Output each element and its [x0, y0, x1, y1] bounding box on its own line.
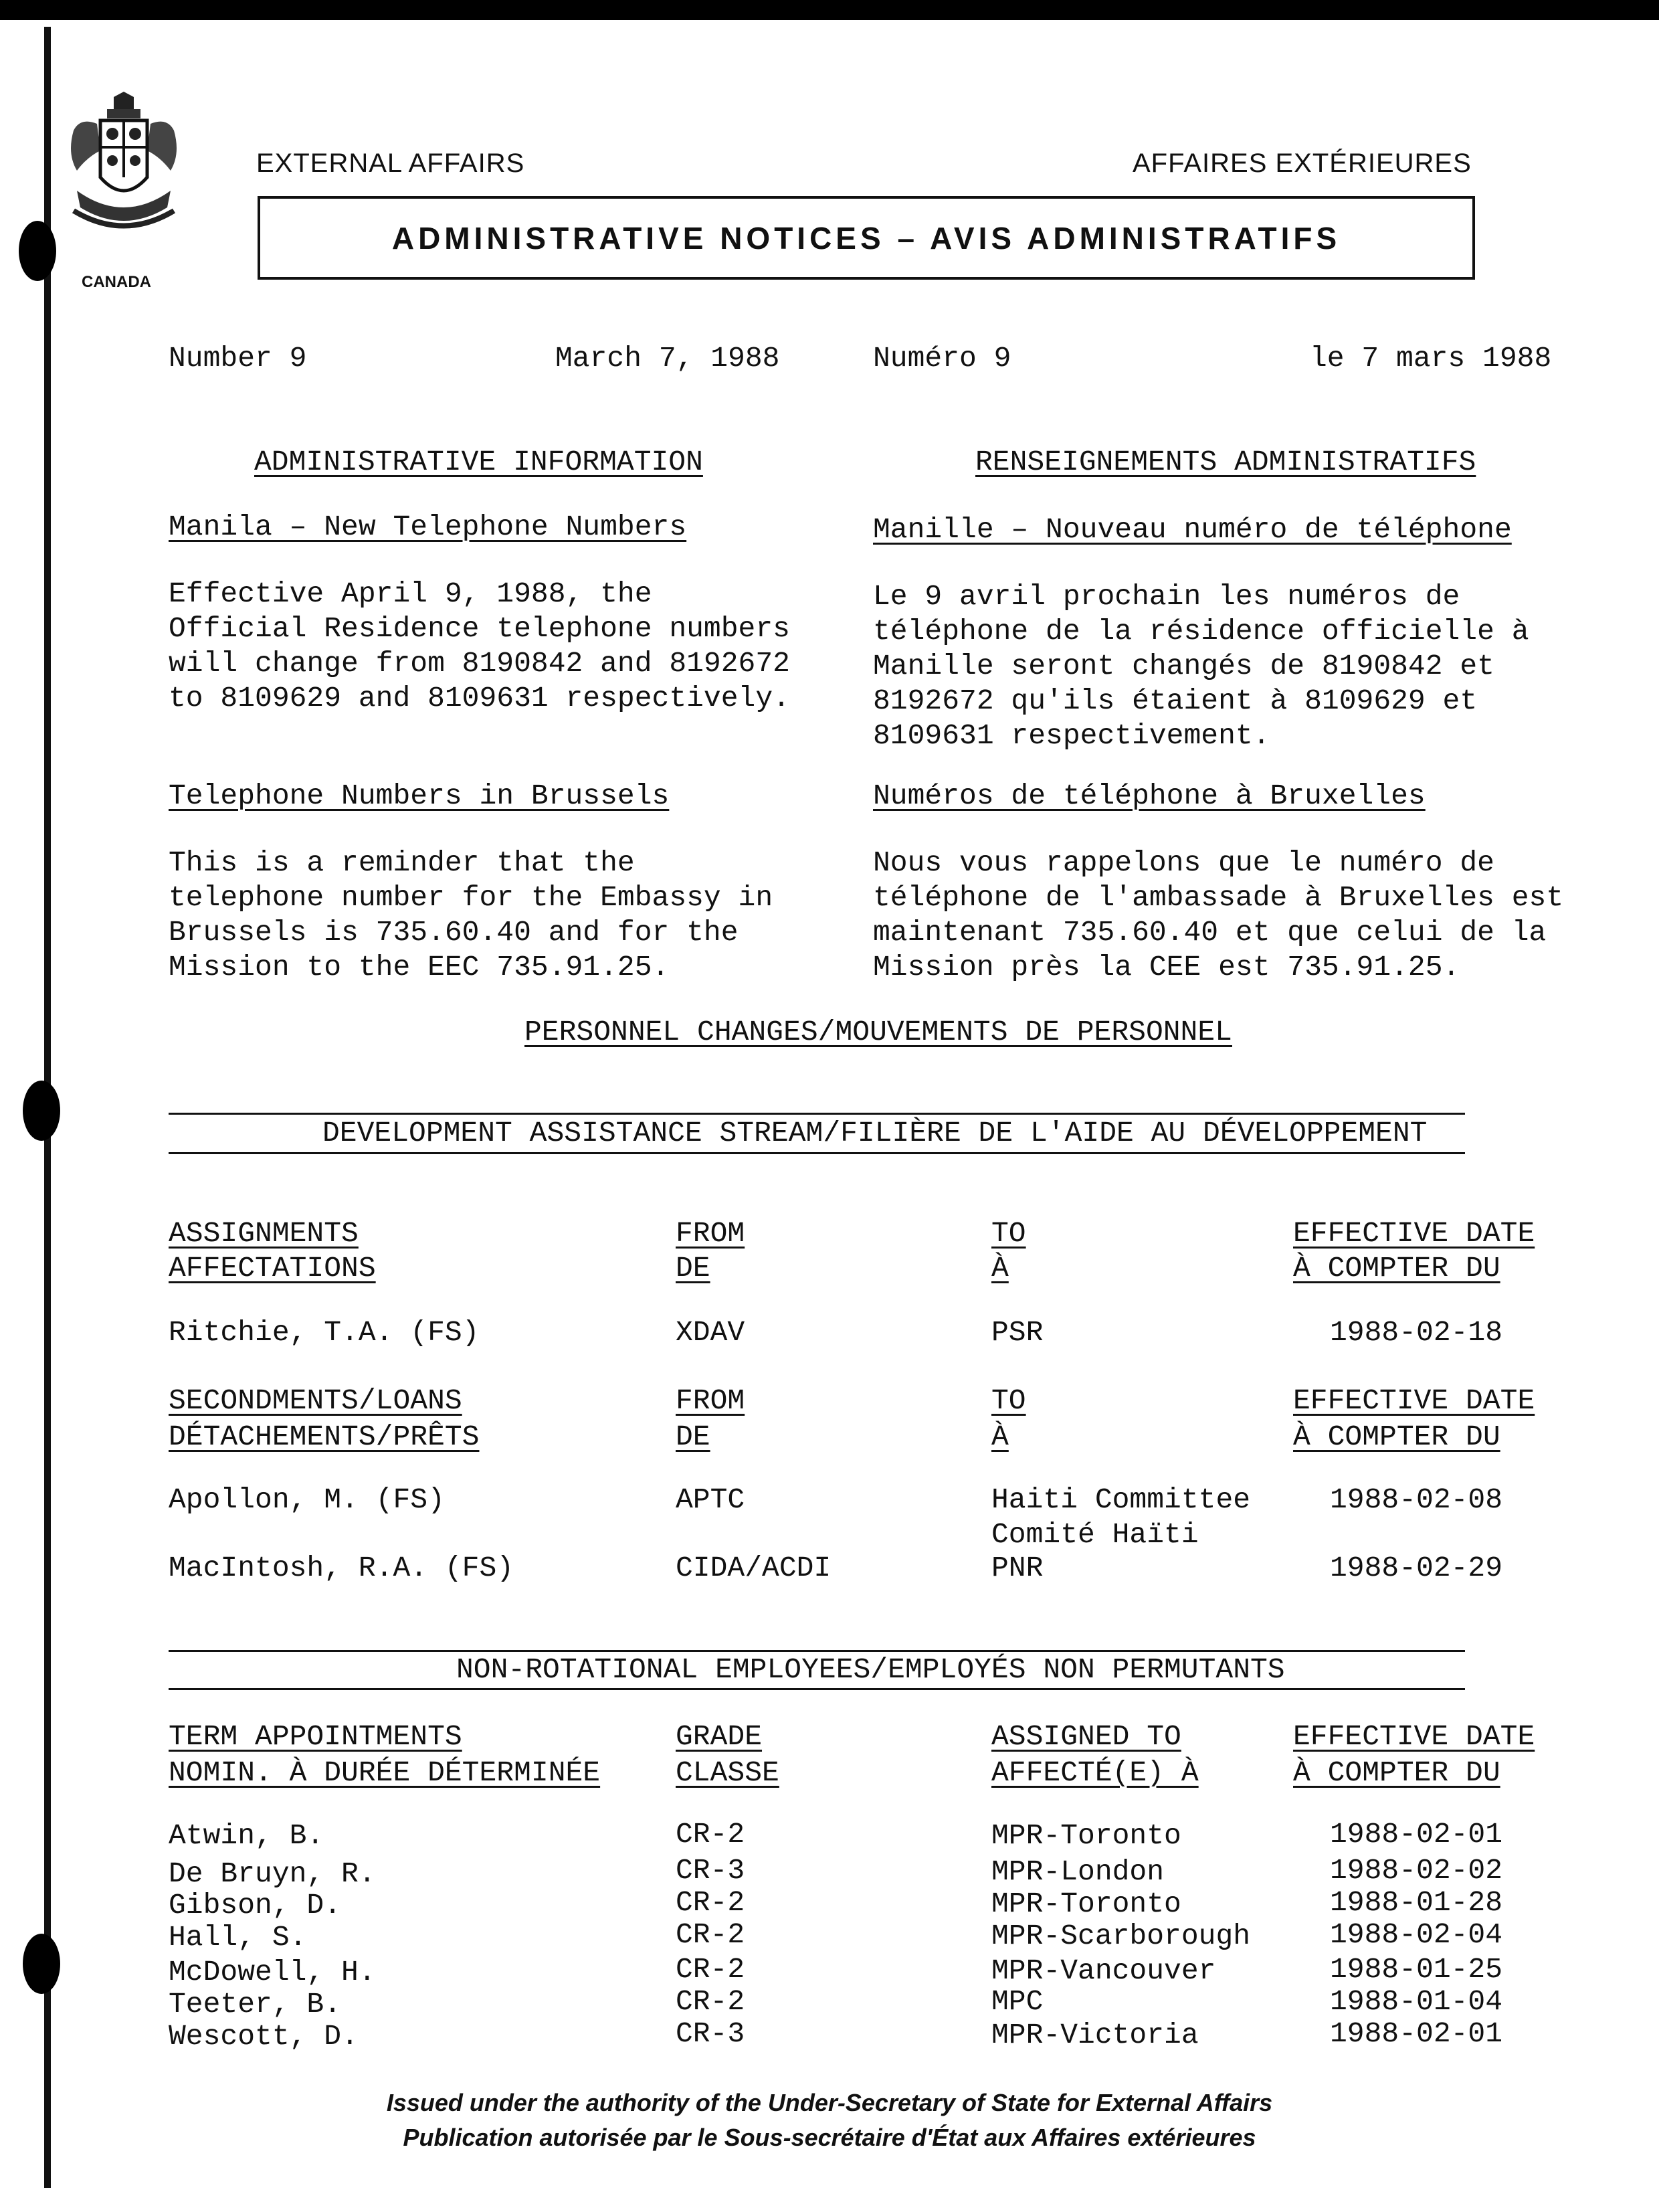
table-row-date: 1988-01-28: [1330, 1886, 1503, 1919]
table-row-name: Gibson, D.: [169, 1889, 342, 1922]
table-row-name: Ritchie, T.A. (FS): [169, 1316, 480, 1349]
secondments-col-to-en: TO: [991, 1384, 1026, 1417]
punch-hole: [23, 1934, 60, 1994]
assignments-col-date-en: EFFECTIVE DATE: [1293, 1217, 1535, 1250]
assignments-col-name-en: ASSIGNMENTS: [169, 1217, 359, 1250]
table-row-assigned: MPR-Toronto: [991, 1887, 1181, 1920]
table-row-date: 1988-01-25: [1330, 1953, 1503, 1986]
divider: [169, 1113, 1465, 1115]
table-row-date: 1988-02-18: [1330, 1316, 1503, 1349]
assignments-col-to-en: TO: [991, 1217, 1026, 1250]
table-row-name: MacIntosh, R.A. (FS): [169, 1552, 514, 1584]
table-row-name: Apollon, M. (FS): [169, 1483, 445, 1516]
brussels-title-en: Telephone Numbers in Brussels: [169, 779, 670, 812]
footer-authority-en: Issued under the authority of the Under-Secretary of State for External Affairs: [386, 2089, 1273, 2116]
table-row-assigned: MPR-Toronto: [991, 1819, 1181, 1852]
secondments-col-name-fr: DÉTACHEMENTS/PRÊTS: [169, 1420, 480, 1453]
secondments-col-name-en: SECONDMENTS/LOANS: [169, 1384, 462, 1417]
table-row-grade: CR-2: [676, 1953, 745, 1986]
table-row-date: 1988-02-01: [1330, 2017, 1503, 2050]
assignments-col-from-en: FROM: [676, 1217, 745, 1250]
manila-body-fr: Le 9 avril prochain les numéros de téléphone de la résidence officielle à Manille seront changés de 8190842 et 8192672 qu'ils étaient à 8109629 et 8109631 respectivement.: [873, 580, 1529, 752]
table-row-date: 1988-02-04: [1330, 1918, 1503, 1951]
term-col-assigned-en: ASSIGNED TO: [991, 1720, 1181, 1753]
table-row-to: Haiti Committee: [991, 1483, 1251, 1516]
secondments-col-from-fr: DE: [676, 1420, 710, 1453]
issue-number-en: Number 9: [169, 342, 307, 375]
assignments-col-name-fr: AFFECTATIONS: [169, 1252, 376, 1285]
issue-number-fr: Numéro 9: [873, 342, 1011, 375]
table-row-date: 1988-02-29: [1330, 1552, 1503, 1584]
table-row-grade: CR-3: [676, 2017, 745, 2050]
table-row-date: 1988-01-04: [1330, 1985, 1503, 2018]
table-row-from: APTC: [676, 1483, 745, 1516]
table-row-assigned: MPR-Victoria: [991, 2019, 1199, 2051]
term-col-assigned-fr: AFFECTÉ(E) À: [991, 1756, 1199, 1789]
punch-hole: [19, 221, 56, 281]
term-col-grade-fr: CLASSE: [676, 1756, 779, 1789]
table-row-grade: CR-2: [676, 1985, 745, 2018]
term-col-date-fr: À COMPTER DU: [1293, 1756, 1500, 1789]
divider: [169, 1650, 1465, 1652]
table-row-to: PNR: [991, 1552, 1044, 1584]
manila-title-fr: Manille – Nouveau numéro de téléphone: [873, 513, 1512, 546]
section-heading-en: ADMINISTRATIVE INFORMATION: [254, 446, 703, 478]
table-row-name: Wescott, D.: [169, 2020, 359, 2053]
personnel-heading: PERSONNEL CHANGES/MOUVEMENTS DE PERSONNEL: [524, 1016, 1232, 1048]
scan-top-edge: [0, 0, 1659, 20]
table-row-grade: CR-2: [676, 1886, 745, 1919]
table-row-assigned: MPR-Scarborough: [991, 1920, 1251, 1952]
assignments-col-to-fr: À: [991, 1252, 1009, 1285]
canada-coat-of-arms-icon: [60, 90, 187, 271]
table-row-name: Hall, S.: [169, 1921, 307, 1954]
table-row-name: Atwin, B.: [169, 1819, 324, 1852]
table-row-assigned: MPR-London: [991, 1855, 1165, 1888]
table-row-name: De Bruyn, R.: [169, 1857, 376, 1890]
table-row-date: 1988-02-08: [1330, 1483, 1503, 1516]
table-row-to: PSR: [991, 1316, 1044, 1349]
notice-banner: [258, 196, 1475, 280]
agency-name-en: EXTERNAL AFFAIRS: [256, 149, 525, 178]
table-row-from: CIDA/ACDI: [676, 1552, 832, 1584]
table-row-grade: CR-2: [676, 1918, 745, 1951]
table-row-name: Teeter, B.: [169, 1988, 342, 2021]
assignments-col-from-fr: DE: [676, 1252, 710, 1285]
secondments-col-from-en: FROM: [676, 1384, 745, 1417]
table-row-date: 1988-02-02: [1330, 1854, 1503, 1887]
manila-body-en: Effective April 9, 1988, the Official Residence telephone numbers will change from 8190842 and 8192672 to 8109629 and 8109631 respectively.: [169, 577, 790, 715]
secondments-col-to-fr: À: [991, 1420, 1009, 1453]
table-row-grade: CR-2: [676, 1818, 745, 1851]
table-row-assigned: MPR-Vancouver: [991, 1954, 1216, 1987]
crest-caption: CANADA: [82, 273, 151, 291]
secondments-col-date-en: EFFECTIVE DATE: [1293, 1384, 1535, 1417]
table-row-from: XDAV: [676, 1316, 745, 1349]
table-row-to-fr: Comité Haïti: [991, 1518, 1199, 1551]
issue-date-fr: le 7 mars 1988: [1310, 342, 1552, 375]
section-heading-fr: RENSEIGNEMENTS ADMINISTRATIFS: [975, 446, 1476, 478]
secondments-col-date-fr: À COMPTER DU: [1293, 1420, 1500, 1453]
banner-title: ADMINISTRATIVE NOTICES – AVIS ADMINISTRATIFS: [391, 220, 1341, 256]
table-row-grade: CR-3: [676, 1854, 745, 1887]
divider: [169, 1688, 1465, 1690]
brussels-body-fr: Nous vous rappelons que le numéro de téléphone de l'ambassade à Bruxelles est maintenant 735.60.40 et que celui de la Mission près la CEE est 735.91.25.: [873, 846, 1564, 984]
term-col-name-fr: NOMIN. À DURÉE DÉTERMINÉE: [169, 1756, 601, 1789]
punch-hole: [23, 1081, 60, 1141]
table-row-assigned: MPC: [991, 1985, 1044, 2018]
agency-name-fr: AFFAIRES EXTÉRIEURES: [1133, 149, 1472, 178]
term-col-name-en: TERM APPOINTMENTS: [169, 1720, 462, 1753]
term-col-date-en: EFFECTIVE DATE: [1293, 1720, 1535, 1753]
table-row-date: 1988-02-01: [1330, 1818, 1503, 1851]
brussels-body-en: This is a reminder that the telephone number for the Embassy in Brussels is 735.60.40 and for the Mission to the EEC 735.91.25.: [169, 846, 773, 984]
divider: [169, 1152, 1465, 1154]
assignments-col-date-fr: À COMPTER DU: [1293, 1252, 1500, 1285]
brussels-title-fr: Numéros de téléphone à Bruxelles: [873, 779, 1426, 812]
table-row-name: McDowell, H.: [169, 1956, 376, 1989]
dev-stream-heading: DEVELOPMENT ASSISTANCE STREAM/FILIÈRE DE L'AIDE AU DÉVELOPPEMENT: [322, 1117, 1428, 1149]
non-rotational-heading: NON-ROTATIONAL EMPLOYEES/EMPLOYÉS NON PERMUTANTS: [456, 1653, 1285, 1686]
issue-date-en: March 7, 1988: [555, 342, 780, 375]
footer-authority-fr: Publication autorisée par le Sous-secrétaire d'État aux Affaires extérieures: [403, 2124, 1256, 2151]
term-col-grade-en: GRADE: [676, 1720, 763, 1753]
manila-title-en: Manila – New Telephone Numbers: [169, 511, 687, 543]
